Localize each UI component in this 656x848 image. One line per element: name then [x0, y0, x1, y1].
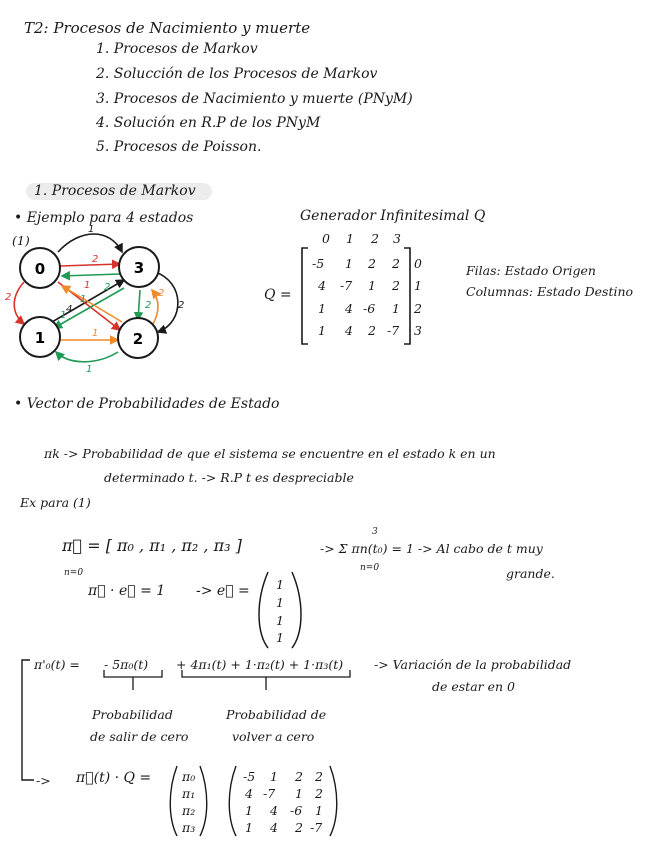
q-cell: -7 [340, 278, 353, 293]
product-arrow: -> [36, 773, 51, 788]
toc-item-2: 2. Solucción de los Procesos de Markov [96, 66, 378, 82]
pm-cell: -5 [243, 769, 256, 784]
q-cell: 2 [368, 323, 376, 338]
e-paren-right [292, 572, 301, 648]
pi-paren-left [170, 766, 177, 836]
q-col-header-2: 2 [371, 231, 379, 246]
e-paren-left [259, 572, 268, 648]
pi-entry: π₂ [182, 803, 196, 818]
toc-item-5: 5. Procesos de Poisson. [96, 139, 262, 155]
q-cell: 2 [392, 256, 400, 271]
e-vec-3: 1 [276, 613, 284, 628]
pm-cell: 1 [270, 769, 278, 784]
e-vec-1: 1 [276, 577, 284, 592]
edge-label: 2 [145, 300, 152, 311]
sum-top: 3 [372, 527, 378, 537]
q-row-label: 0 [414, 256, 422, 271]
edge-2-1-green [56, 352, 118, 362]
node-1-label: 1 [34, 329, 46, 347]
section-title: 1. Procesos de Markov [34, 183, 196, 199]
edge-label: 1 [92, 328, 99, 339]
edge-3-0-green [62, 274, 120, 276]
edge-label: 1 [88, 224, 95, 235]
pi-n0: n=0 [64, 568, 84, 578]
pm-cell: -6 [290, 803, 303, 818]
edge-label: 2 [104, 282, 111, 293]
edge-label: 1 [80, 294, 87, 305]
label2-line2: volver a cero [232, 729, 315, 744]
q-cell: 1 [392, 301, 400, 316]
q-col-header-1: 1 [346, 231, 354, 246]
pm-cell: 2 [295, 820, 303, 835]
q-row-label: 2 [414, 301, 422, 316]
pm-cell: 1 [245, 820, 253, 835]
example-label: • Ejemplo para 4 estados [14, 210, 194, 226]
pm-cell: 2 [295, 769, 303, 784]
q-cell: 4 [318, 278, 326, 293]
qm-paren-left [229, 766, 236, 836]
vector-heading: • Vector de Probabilidades de Estado [14, 396, 280, 412]
edge-3-2-green [138, 290, 140, 320]
sum-bottom: n=0 [360, 563, 380, 573]
norm-eq: π⃗ · e⃗ = 1 [88, 583, 166, 599]
example-tag: (1) [12, 233, 30, 248]
edge-label: 4 [66, 304, 73, 315]
edge-3-1-green [54, 288, 124, 328]
q-cell: 2 [368, 256, 376, 271]
edge-label: 2 [178, 300, 185, 311]
edge-0-3-top [58, 234, 122, 252]
pm-cell: 4 [245, 786, 253, 801]
edge-0-1-red [14, 282, 24, 324]
edge-label: 2 [158, 288, 165, 299]
pm-cell: 4 [270, 803, 278, 818]
edge-label: 1 [84, 280, 91, 291]
e-vec-2: 1 [276, 595, 284, 610]
ex-label: Ex para (1) [20, 495, 91, 510]
q-bracket-left [302, 248, 308, 344]
note-cols: Columnas: Estado Destino [466, 284, 634, 299]
edge-label: 2 [92, 254, 99, 265]
connector-bracket [22, 660, 34, 780]
toc-item-4: 4. Solución en R.P de los PNyM [96, 115, 321, 131]
deriv-term1: - 5π₀(t) [104, 657, 149, 672]
note-rows: Filas: Estado Origen [466, 263, 596, 278]
pi-vector: π⃗ = [ π₀ , π₁ , π₂ , π₃ ] [62, 536, 242, 555]
pi-entry: π₁ [182, 786, 196, 801]
pm-cell: 1 [315, 803, 323, 818]
pm-cell: 4 [270, 820, 278, 835]
vector-def-line1: πk -> Probabilidad de que el sistema se encuentre en el estado k en un [44, 446, 496, 461]
pm-cell: 1 [245, 803, 253, 818]
q-cell: -6 [363, 301, 376, 316]
node-3-label: 3 [133, 259, 145, 277]
pm-cell: 2 [315, 769, 323, 784]
deriv-note: -> Variación de la probabilidad [374, 657, 572, 672]
pi-entry: π₃ [182, 820, 196, 835]
label1-line2: de salir de cero [90, 729, 189, 744]
q-row-label: 3 [414, 323, 422, 338]
q-cell: -7 [387, 323, 400, 338]
edge-3-loop [155, 272, 178, 332]
edge-0-3-red [60, 264, 120, 266]
q-lhs: Q = [264, 287, 292, 303]
node-0-label: 0 [34, 260, 46, 278]
edge-label: 1 [86, 364, 93, 375]
toc-item-3: 3. Procesos de Nacimiento y muerte (PNyM) [96, 91, 413, 107]
product-lhs: π⃗(t) · Q = [76, 770, 152, 786]
q-cell: 1 [368, 278, 376, 293]
deriv-term2: + 4π₁(t) + 1·π₂(t) + 1·π₃(t) [176, 657, 344, 672]
sum-cont: grande. [506, 566, 555, 581]
generator-title: Generador Infinitesimal Q [300, 208, 486, 224]
e-vec-4: 1 [276, 630, 284, 645]
e-arrow: -> e⃗ = [196, 583, 250, 599]
q-row-label: 1 [414, 278, 422, 293]
q-cell: 1 [318, 323, 326, 338]
pm-cell: 1 [295, 786, 303, 801]
deriv-note2: de estar en 0 [432, 679, 515, 694]
q-cell: 2 [392, 278, 400, 293]
q-cell: 1 [318, 301, 326, 316]
sum-expr: -> Σ πn(t₀) = 1 -> Al cabo de t muy [320, 541, 543, 556]
pm-cell: -7 [310, 820, 323, 835]
deriv-lhs: π'₀(t) = [34, 657, 80, 672]
q-bracket-right [404, 248, 410, 344]
toc-item-1: 1. Procesos de Markov [96, 41, 258, 57]
q-cell: 4 [345, 301, 353, 316]
vector-def-line2: determinado t. -> R.P t es despreciable [104, 470, 354, 485]
pi-paren-right [200, 766, 207, 836]
pi-entry: π₀ [182, 769, 196, 784]
pm-cell: 2 [315, 786, 323, 801]
q-cell: 4 [345, 323, 353, 338]
edge-label: 1 [60, 310, 67, 321]
q-col-header-0: 0 [322, 231, 330, 246]
label1-line1: Probabilidad [92, 707, 173, 722]
page-title: T2: Procesos de Nacimiento y muerte [24, 19, 311, 37]
q-cell: -5 [312, 256, 325, 271]
node-2-label: 2 [132, 330, 144, 348]
qm-paren-right [330, 766, 337, 836]
q-cell: 1 [345, 256, 353, 271]
edge-label: 2 [5, 292, 12, 303]
q-col-header-3: 3 [393, 231, 401, 246]
pm-cell: -7 [263, 786, 276, 801]
label2-line1: Probabilidad de [226, 707, 327, 722]
